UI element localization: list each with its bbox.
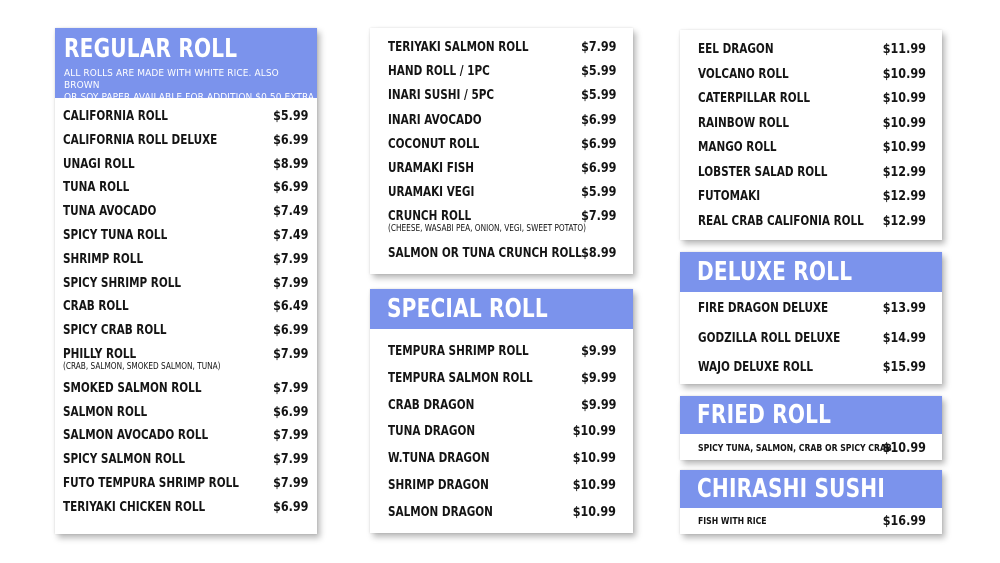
item-name: INARI SUSHI / 5PC: [388, 87, 495, 104]
item-price: $10.99: [882, 139, 926, 155]
menu-item: [388, 504, 616, 526]
item-price: $5.99: [580, 87, 616, 104]
menu-item: [698, 66, 926, 88]
section-title: DELUXE ROLL: [697, 257, 853, 287]
item-name: FUTOMAKI: [698, 188, 761, 204]
menu-item: [63, 322, 308, 344]
menu-item: [63, 251, 308, 273]
item-name: WAJO DELUXE ROLL: [698, 359, 814, 375]
menu-item: [698, 330, 926, 352]
menu-item: [698, 513, 926, 535]
section-subtitle: ALL ROLLS ARE MADE WITH WHITE RICE. ALSO BROWN: [64, 68, 279, 91]
item-price: $6.99: [580, 160, 616, 176]
menu-item: [63, 404, 308, 426]
menu-item: [388, 397, 616, 419]
item-price: $9.99: [580, 343, 616, 359]
item-price: $6.99: [272, 131, 308, 148]
item-price: $6.99: [580, 135, 616, 152]
item-name: CRUNCH ROLL: [388, 208, 472, 225]
chirashi-sushi-header: [680, 470, 942, 508]
menu-item: [63, 380, 308, 402]
menu-item: [698, 188, 926, 210]
item-price: $6.99: [272, 403, 308, 420]
menu-item: [388, 63, 616, 85]
item-price: $7.99: [272, 346, 308, 362]
item-name: COCONUT ROLL: [388, 135, 480, 152]
menu-item: [63, 132, 308, 154]
item-name: MANGO ROLL: [698, 139, 777, 155]
item-name: FUTO TEMPURA SHRIMP ROLL: [63, 475, 239, 491]
deluxe-roll-header: [680, 252, 942, 292]
item-name: URAMAKI VEGI: [388, 184, 475, 201]
item-name: SALMON DRAGON: [388, 503, 493, 520]
menu-item: [63, 499, 308, 521]
item-price: $10.99: [572, 423, 616, 440]
menu-item: [388, 245, 616, 267]
menu-item: [388, 112, 616, 134]
menu-item: [388, 423, 616, 445]
menu-item: [63, 108, 308, 130]
menu-item: [698, 440, 926, 462]
item-name: RAINBOW ROLL: [698, 114, 789, 131]
item-name: URAMAKI FISH: [388, 160, 474, 176]
item-name: VOLCANO ROLL: [698, 65, 789, 82]
item-price: $16.99: [882, 513, 926, 529]
item-price: $9.99: [580, 369, 616, 386]
item-price: $14.99: [882, 329, 926, 346]
item-name: GODZILLA ROLL DELUXE: [698, 329, 841, 346]
item-price: $7.99: [272, 250, 308, 267]
menu-item: [388, 160, 616, 182]
item-name: SALMON OR TUNA CRUNCH ROLL: [388, 244, 582, 261]
menu-item: [63, 179, 308, 201]
item-price: $7.99: [272, 475, 308, 491]
item-name: FISH WITH RICE: [698, 516, 767, 527]
item-name: TERIYAKI SALMON ROLL: [388, 39, 529, 55]
menu-item: [698, 90, 926, 112]
item-price: $7.99: [272, 451, 308, 468]
menu-item: [698, 213, 926, 235]
item-price: $10.99: [882, 114, 926, 131]
item-price: $10.99: [882, 90, 926, 106]
menu-item: [698, 139, 926, 161]
item-name: TUNA ROLL: [63, 179, 130, 196]
item-price: $6.99: [272, 498, 308, 515]
item-name: REAL CRAB CALIFONIA ROLL: [698, 212, 864, 229]
item-name: SMOKED SALMON ROLL: [63, 379, 202, 396]
section-subtitle: OR SOY PAPER AVAILABLE FOR ADDITION $0.50 EXTRA: [64, 92, 315, 103]
section-title: CHIRASHI SUSHI: [697, 474, 885, 504]
item-name: SPICY CRAB ROLL: [63, 322, 167, 339]
menu-item: [388, 136, 616, 158]
menu-item: [388, 477, 616, 499]
menu-item: [388, 39, 616, 61]
item-name: TUNA DRAGON: [388, 423, 476, 440]
menu-item: [63, 275, 308, 297]
item-price: $6.99: [580, 111, 616, 128]
menu-item: [63, 227, 308, 249]
item-name: CRAB ROLL: [63, 298, 129, 315]
special-roll-header: [370, 289, 633, 329]
item-price: $7.99: [272, 379, 308, 396]
item-price: $12.99: [882, 163, 926, 180]
item-price: $10.99: [882, 65, 926, 82]
item-name: CRAB DRAGON: [388, 396, 475, 413]
menu-item: [63, 475, 308, 497]
item-name: W.TUNA DRAGON: [388, 450, 490, 467]
item-name: PHILLY ROLL: [63, 346, 137, 362]
item-price: $6.99: [272, 322, 308, 339]
item-name: SPICY TUNA ROLL: [63, 227, 168, 243]
item-price: $12.99: [882, 188, 926, 204]
item-price: $13.99: [882, 300, 926, 316]
item-name: TUNA AVOCADO: [63, 203, 157, 220]
item-price: $6.49: [272, 298, 308, 315]
menu-item: [698, 115, 926, 137]
item-price: $7.99: [580, 39, 616, 55]
item-price: $7.99: [580, 208, 616, 225]
menu-item: [63, 427, 308, 449]
item-name: TEMPURA SHRIMP ROLL: [388, 343, 529, 359]
item-name: SPICY SALMON ROLL: [63, 451, 186, 468]
item-price: $5.99: [272, 108, 308, 124]
item-price: $8.99: [580, 244, 616, 261]
item-price: $7.49: [272, 203, 308, 220]
menu-item: [388, 343, 616, 365]
menu-item: [388, 450, 616, 472]
item-price: $5.99: [580, 63, 616, 80]
item-price: $10.99: [572, 450, 616, 467]
item-price: $10.99: [882, 440, 926, 456]
menu-item: [698, 41, 926, 63]
item-name: SHRIMP ROLL: [63, 250, 144, 267]
menu-item: [388, 184, 616, 206]
item-name: SHRIMP DRAGON: [388, 477, 489, 493]
item-note: (CHEESE, WASABI PEA, ONION, VEGI, SWEET POTATO): [388, 223, 587, 235]
item-price: $9.99: [580, 396, 616, 413]
menu-item: [63, 203, 308, 225]
item-price: $5.99: [580, 184, 616, 201]
menu-item: [63, 346, 308, 380]
item-price: $8.99: [272, 155, 308, 172]
section-title: REGULAR ROLL: [64, 34, 238, 64]
item-price: $7.99: [272, 274, 308, 291]
fried-roll-header: [680, 396, 942, 434]
regular-roll-header: [55, 28, 317, 103]
menu-item: [388, 208, 616, 244]
item-name: TEMPURA SALMON ROLL: [388, 369, 533, 386]
item-name: CATERPILLAR ROLL: [698, 90, 811, 106]
item-price: $10.99: [572, 477, 616, 493]
item-price: $11.99: [882, 41, 926, 57]
item-name: CALIFORNIA ROLL DELUXE: [63, 131, 218, 148]
item-name: TERIYAKI CHICKEN ROLL: [63, 498, 206, 515]
menu-item: [63, 298, 308, 320]
menu-item: [698, 359, 926, 381]
item-name: INARI AVOCADO: [388, 111, 482, 128]
menu-item: [698, 164, 926, 186]
section-title: SPECIAL ROLL: [387, 294, 548, 324]
item-name: FIRE DRAGON DELUXE: [698, 300, 829, 316]
item-price: $12.99: [882, 212, 926, 229]
section-title: FRIED ROLL: [697, 400, 832, 430]
item-name: SALMON ROLL: [63, 403, 148, 420]
item-note: (CRAB, SALMON, SMOKED SALMON, TUNA): [63, 361, 221, 372]
item-price: $6.99: [272, 179, 308, 196]
item-name: SPICY SHRIMP ROLL: [63, 274, 182, 291]
item-price: $15.99: [882, 359, 926, 375]
menu-item: [388, 87, 616, 109]
item-name: LOBSTER SALAD ROLL: [698, 163, 828, 180]
item-name: HAND ROLL / 1PC: [388, 63, 490, 80]
item-name: CALIFORNIA ROLL: [63, 108, 168, 124]
item-name: SALMON AVOCADO ROLL: [63, 427, 209, 444]
menu-item: [63, 451, 308, 473]
item-name: UNAGI ROLL: [63, 155, 135, 172]
menu-item: [698, 300, 926, 322]
item-name: SPICY TUNA, SALMON, CRAB OR SPICY CRAB: [698, 443, 892, 454]
item-price: $10.99: [572, 503, 616, 520]
item-price: $7.99: [272, 427, 308, 444]
item-price: $7.49: [272, 227, 308, 243]
item-name: EEL DRAGON: [698, 41, 774, 57]
menu-item: [63, 156, 308, 178]
menu-item: [388, 370, 616, 392]
